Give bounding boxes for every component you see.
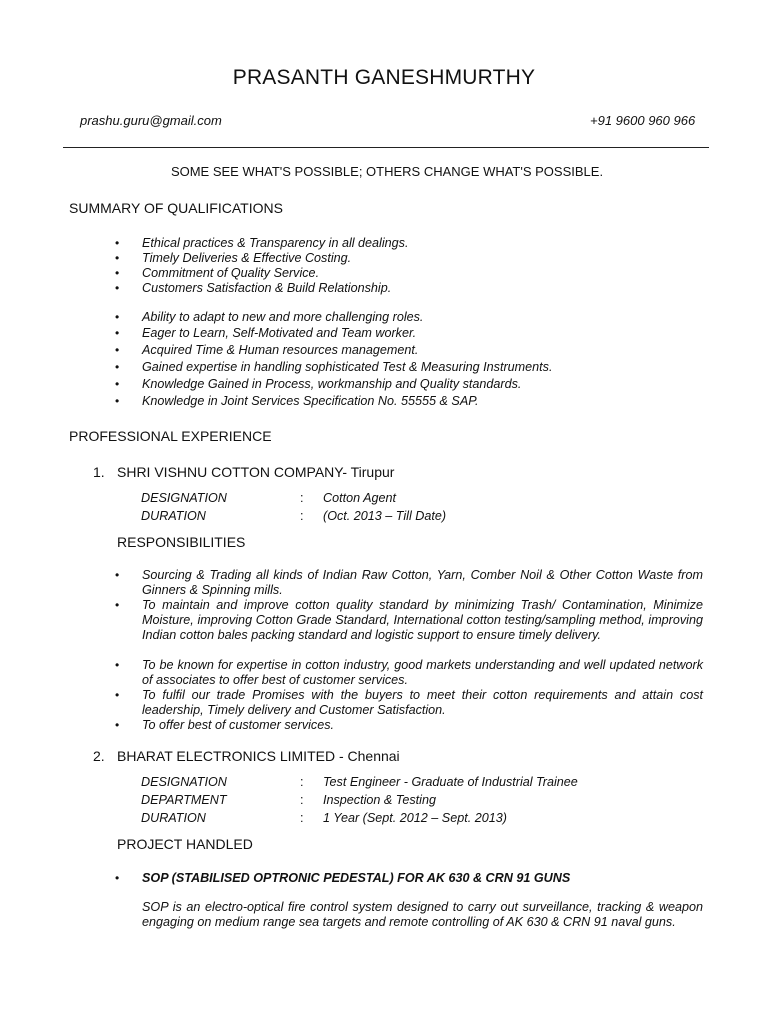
detail-value: Test Engineer - Graduate of Industrial Trainee bbox=[323, 775, 578, 789]
bullet-icon: • bbox=[115, 658, 120, 672]
project-description: SOP is an electro-optical fire control system designed to carry out surveillance, tracking & weapon engaging on medium range sea targets and remote controlling of AK 630 & CRN 91 naval guns. bbox=[142, 900, 703, 929]
header-divider bbox=[63, 147, 709, 148]
detail-value: Inspection & Testing bbox=[323, 793, 436, 807]
detail-colon: : bbox=[300, 811, 304, 825]
bullet-icon: • bbox=[115, 568, 120, 582]
detail-label: DURATION bbox=[141, 509, 206, 523]
bullet-icon: • bbox=[115, 343, 120, 357]
experience-heading: PROFESSIONAL EXPERIENCE bbox=[69, 428, 272, 444]
bullet-icon: • bbox=[115, 236, 120, 250]
detail-label: DESIGNATION bbox=[141, 491, 227, 505]
bullet-icon: • bbox=[115, 310, 120, 324]
job-title: BHARAT ELECTRONICS LIMITED - Chennai bbox=[117, 748, 400, 764]
detail-value: Cotton Agent bbox=[323, 491, 397, 505]
detail-value: 1 Year (Sept. 2012 – Sept. 2013) bbox=[323, 811, 507, 825]
bullet-icon: • bbox=[115, 266, 120, 280]
bullet-icon: • bbox=[115, 281, 120, 295]
detail-colon: : bbox=[300, 509, 304, 523]
detail-colon: : bbox=[300, 793, 304, 807]
bullet-icon: • bbox=[115, 360, 120, 374]
bullet-icon: • bbox=[115, 598, 120, 612]
detail-label: DESIGNATION bbox=[141, 775, 227, 789]
job-title: SHRI VISHNU COTTON COMPANY- Tirupur bbox=[117, 464, 395, 480]
summary-heading: SUMMARY OF QUALIFICATIONS bbox=[69, 200, 283, 216]
detail-label: DEPARTMENT bbox=[141, 793, 227, 807]
detail-value: (Oct. 2013 – Till Date) bbox=[323, 509, 447, 523]
detail-colon: : bbox=[300, 775, 304, 789]
bullet-icon: • bbox=[115, 871, 120, 885]
bullet-icon: • bbox=[115, 251, 120, 265]
project-name: SOP (STABILISED OPTRONIC PEDESTAL) FOR AK 630 & CRN 91 GUNS bbox=[142, 871, 571, 885]
detail-label: DURATION bbox=[141, 811, 206, 825]
bullet-icon: • bbox=[115, 326, 120, 340]
job-number: 2. bbox=[93, 748, 105, 764]
motto: SOME SEE WHAT'S POSSIBLE; OTHERS CHANGE WHAT'S POSSIBLE. bbox=[170, 164, 604, 179]
bullet-icon: • bbox=[115, 718, 120, 732]
detail-colon: : bbox=[300, 491, 304, 505]
email-address: prashu.guru@gmail.com bbox=[80, 113, 222, 128]
job-number: 1. bbox=[93, 464, 105, 480]
bullet-icon: • bbox=[115, 377, 120, 391]
resume-name: PRASANTH GANESHMURTHY bbox=[232, 66, 536, 89]
phone-number: +91 9600 960 966 bbox=[590, 113, 696, 128]
project-heading: PROJECT HANDLED bbox=[117, 836, 253, 852]
bullet-icon: • bbox=[115, 394, 120, 408]
responsibilities-heading: RESPONSIBILITIES bbox=[117, 534, 246, 550]
bullet-icon: • bbox=[115, 688, 120, 702]
